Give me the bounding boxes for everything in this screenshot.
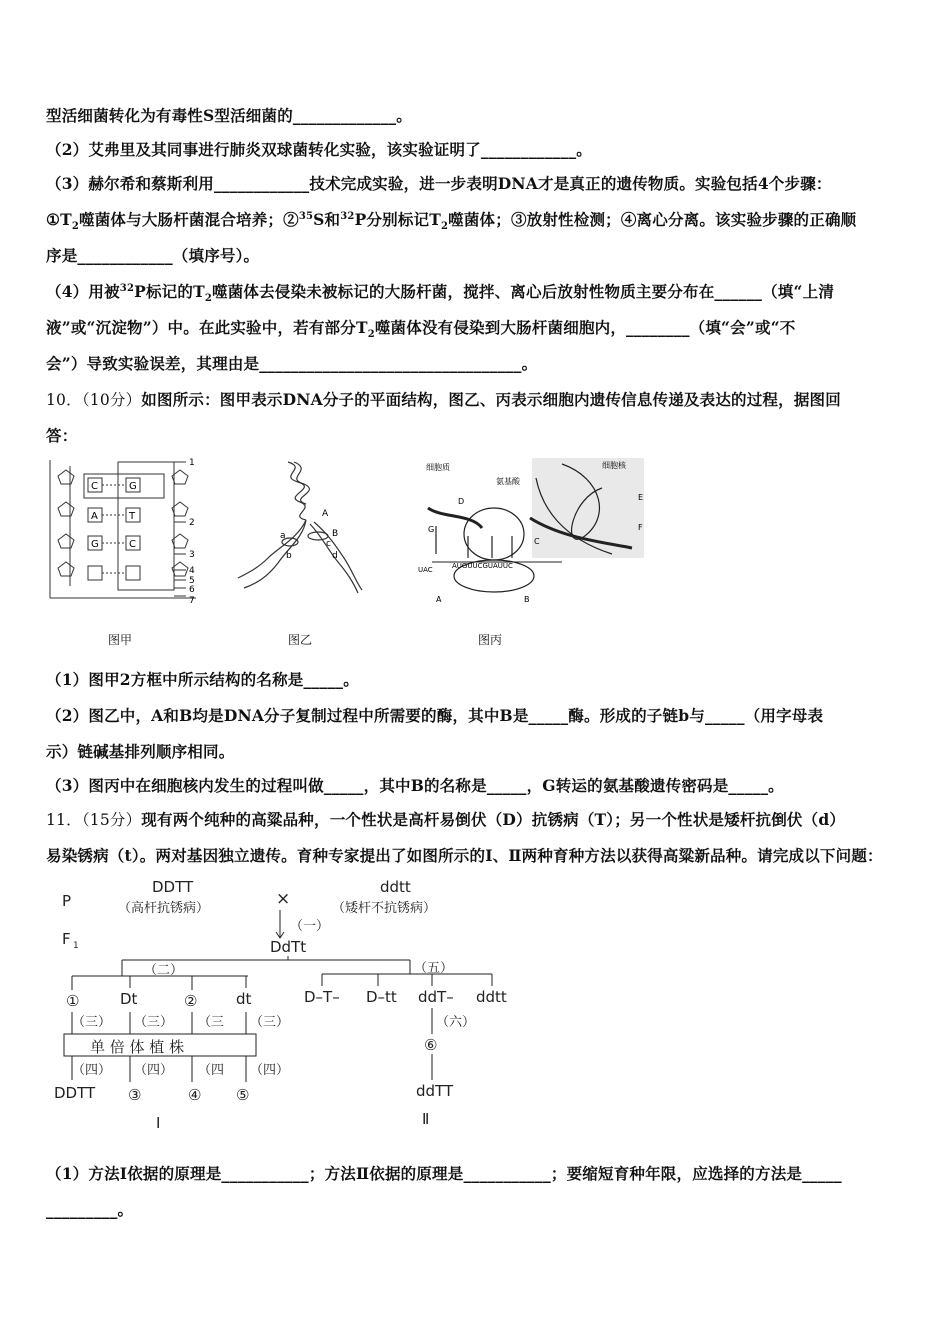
caption-bing: 图丙	[478, 633, 503, 647]
bing-label-b: B	[524, 595, 530, 604]
step-2: （二）	[144, 963, 184, 978]
figure-bing-translation	[412, 458, 652, 608]
bing-label-g: G	[428, 525, 435, 534]
offspring-2: ③	[128, 1086, 142, 1104]
yi-label-b-upper: B	[332, 529, 339, 539]
label-p: P	[62, 892, 72, 910]
parent1: DDTT	[152, 878, 194, 896]
jia-num-6: 6	[189, 585, 195, 595]
step-1: （一）	[290, 919, 330, 934]
caption-yi: 图乙	[288, 633, 313, 647]
result-3: ddT–	[418, 988, 454, 1006]
parent2: ddtt	[380, 878, 411, 896]
q9-line3: （3）赫尔希和蔡斯利用____________技术完成实验，进一步表明DNA才是真正的遗传物质。实验包括4个步骤：	[46, 174, 832, 193]
parent1-desc: （高杆抗锈病）	[118, 901, 210, 916]
jia-num-5: 5	[189, 576, 195, 586]
step-4d: （四）	[250, 1063, 290, 1078]
bing-label-mrna: AUGUUCGUAUUC	[452, 562, 513, 570]
q9-line1: 型活细菌转化为有毒性S型活细菌的_____________。	[46, 106, 412, 125]
bing-label-amino-acid: 氨基酸	[496, 477, 520, 486]
q9-line5: 序是____________（填序号）。	[46, 246, 260, 265]
jia-num-3: 3	[189, 550, 195, 560]
jia-num-4: 4	[189, 566, 195, 576]
q10-p2b: 示）链碱基排列顺序相同。	[46, 742, 235, 761]
bing-label-a: A	[436, 595, 442, 604]
step-5: （五）	[414, 961, 454, 976]
label-f1: F	[62, 930, 71, 948]
jia-base-a: A	[91, 511, 98, 522]
q10-p3: （3）图丙中在细胞核内发生的过程叫做_____，其中B的名称是_____，G转运的氨基酸遗传密码是_____。	[46, 776, 784, 795]
gamete-1: ①	[66, 992, 80, 1010]
bing-label-e: E	[638, 493, 644, 502]
step-3a: （三）	[72, 1015, 112, 1030]
step-6: （六）	[436, 1015, 476, 1030]
bing-label-anticodon: UAC	[418, 566, 433, 574]
q11-p1b: _________。	[46, 1200, 134, 1219]
bing-label-cytoplasm: 细胞质	[426, 463, 450, 472]
label-f1-sub: 1	[73, 941, 79, 951]
yi-label-a-upper: A	[322, 509, 329, 519]
haploid-plant-label: 单 倍 体 植 株	[90, 1038, 185, 1056]
q11-line1: 11．（15分）现有两个纯种的高粱品种，一个性状是高杆易倒伏（D）抗锈病（T）；另一个性状是矮杆抗倒伏（d）	[46, 810, 846, 829]
gamete-3: ②	[184, 992, 198, 1010]
q11-line2: 易染锈病（t）。两对基因独立遗传。育种专家提出了如图所示的Ⅰ、Ⅱ两种育种方法以获得高粱新品种。请完成以下问题：	[46, 846, 883, 865]
q9-line8: 会”）导致实验误差，其理由是_________________________________。	[46, 354, 538, 373]
bing-label-nucleus: 细胞核	[602, 461, 626, 470]
q10-line2: 答：	[46, 426, 78, 445]
step-3d: （三）	[250, 1015, 290, 1030]
yi-label-a: a	[280, 531, 286, 541]
step-4a: （四）	[72, 1063, 112, 1078]
jia-num-2: 2	[189, 518, 195, 528]
bing-label-c: C	[534, 537, 540, 546]
jia-num-1: 1	[189, 458, 195, 468]
jia-base-g2: G	[91, 539, 99, 550]
q10-p1: （1）图甲2方框中所示结构的名称是_____。	[46, 670, 359, 689]
method-ii: Ⅱ	[422, 1110, 430, 1128]
figure-yi-replication	[228, 458, 368, 608]
offspring-3: ④	[188, 1086, 202, 1104]
gamete-4: dt	[236, 990, 252, 1008]
yi-label-c: c	[326, 539, 331, 549]
q9-line4: $①T_2$噬菌体与大肠杆菌混合培养；②$^{35}$S和$^{32}$P分别标记$T_2$噬菌体；③放射性检测；④离心分离。该实验步骤的正确顺	[46, 210, 857, 233]
six-marker: ⑥	[424, 1036, 438, 1054]
offspring-1: DDTT	[54, 1084, 96, 1102]
q9-line7: 液”或“沉淀物”）中。在此实验中，若有部分$T_2$噬菌体没有侵染到大肠杆菌细胞内，________（填“会”或“不	[46, 318, 796, 341]
jia-base-c: C	[91, 481, 98, 492]
bing-label-f: F	[638, 523, 643, 532]
f1-genotype: DdTt	[270, 938, 307, 956]
figure-jia-dna-structure	[46, 456, 206, 606]
jia-base-t: T	[129, 511, 136, 522]
q10-p2a: （2）图乙中，A和B均是DNA分子复制过程中所需要的酶，其中B是_____酶。形成的子链b与_____（用字母表	[46, 706, 824, 725]
result-1: D–T–	[304, 988, 340, 1006]
result-4: ddtt	[476, 988, 507, 1006]
cross-symbol: ×	[276, 889, 291, 909]
caption-jia: 图甲	[108, 633, 133, 647]
jia-base-g: G	[129, 481, 137, 492]
jia-base-c2: C	[129, 539, 136, 550]
parent2-desc: （矮杆不抗锈病）	[332, 901, 437, 916]
step-3b: （三）	[134, 1015, 174, 1030]
gamete-2: Dt	[120, 990, 138, 1008]
step-4c: （四	[198, 1063, 225, 1078]
bing-label-d: D	[458, 497, 465, 506]
result-2: D–tt	[366, 988, 397, 1006]
q11-p1: （1）方法Ⅰ依据的原理是___________；方法Ⅱ依据的原理是___________；要缩短育种年限，应选择的方法是_____	[46, 1164, 842, 1183]
step-4b: （四）	[134, 1063, 174, 1078]
yi-label-b: b	[286, 551, 292, 561]
figure-breeding-diagram	[46, 872, 526, 1140]
step-3c: （三	[198, 1015, 225, 1030]
q9-line6: （4）用被$^{32}$P标记的$T_2$噬菌体去侵染未被标记的大肠杆菌，搅拌、离心后放射性物质主要分布在______（填“上清	[46, 282, 835, 305]
q9-line2: （2）艾弗里及其同事进行肺炎双球菌转化实验，该实验证明了____________。	[46, 140, 592, 159]
q10-line1: 10．（10分）如图所示：图甲表示DNA分子的平面结构，图乙、丙表示细胞内遗传信息传递及表达的过程，据图回	[46, 390, 841, 409]
yi-label-d: d	[332, 551, 338, 561]
jia-num-7: 7	[189, 596, 195, 606]
final-ddtt: ddTT	[416, 1082, 454, 1100]
offspring-4: ⑤	[236, 1086, 250, 1104]
method-i: Ⅰ	[156, 1114, 161, 1132]
